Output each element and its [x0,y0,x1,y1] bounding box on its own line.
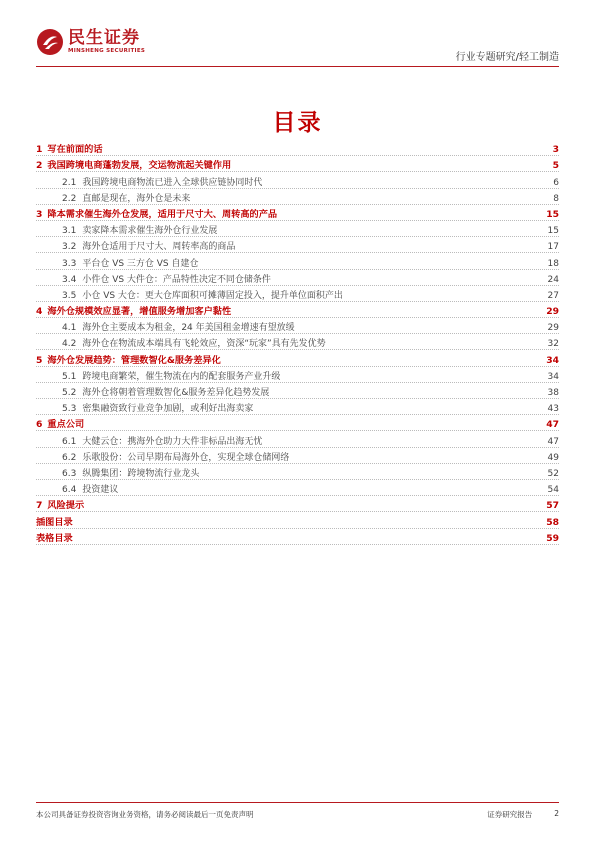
logo-chinese-name: 民生证券 [68,28,140,48]
toc-chapter-entry[interactable] [36,205,559,221]
report-category: 行业专题研究/轻工制造 [455,52,559,63]
toc-entry-page: 54 [547,485,559,496]
toc-entry-page: 49 [547,452,559,463]
toc-entry-label: 投资建议 [82,485,119,496]
toc-section-entry[interactable] [36,172,559,188]
toc-entry-label: 小件仓 VS 大件仓：产品特性决定不同仓储条件 [82,274,271,285]
toc-entry-label: 密集融资致行业竞争加剧，或利好出海卖家 [82,404,254,415]
toc-entry-label: 卖家降本需求催生海外仓行业发展 [82,226,218,237]
toc-section-entry[interactable] [36,318,559,334]
toc-entry-number: 4.2 [62,339,77,350]
toc-entry-label: 插图目录 [36,516,73,528]
toc-entry-number: 6.2 [62,452,77,463]
toc-entry-number: 3.1 [62,226,77,237]
toc-entry-page: 18 [547,258,559,269]
toc-entry-number: 4 [36,306,43,318]
toc-entry-label: 直邮是现在，海外仓是未来 [82,193,191,204]
toc-entry-number: 3.3 [62,258,77,269]
toc-entry-number: 2.2 [62,193,77,204]
toc-entry-page: 6 [553,177,559,188]
toc-entry-label: 我国跨境电商蓬勃发展，交运物流起关键作用 [47,160,232,172]
toc-entry-label: 我国跨境电商物流已进入全球供应链协同时代 [82,177,263,188]
toc-section-entry[interactable] [36,237,559,253]
toc-section-entry[interactable] [36,431,559,447]
toc-entry-label: 海外仓适用于尺寸大、周转率高的商品 [82,242,236,253]
toc-entry-page: 47 [547,436,559,447]
toc-chapter-entry[interactable] [36,350,559,366]
toc-entry-label: 重点公司 [47,419,85,431]
toc-entry-number: 6.4 [62,485,77,496]
toc-entry-label: 表格目录 [36,532,73,544]
toc-entry-label: 降本需求催生海外仓发展，适用于尺寸大、周转高的产品 [47,208,278,220]
toc-chapter-entry[interactable] [36,512,559,528]
toc-entry-page: 3 [552,144,559,156]
toc-entry-number: 5.2 [62,388,77,398]
toc-entry-label: 海外仓在物流成本端具有飞轮效应，资深“玩家”具有先发优势 [82,339,326,350]
toc-entry-page: 29 [546,306,559,318]
toc-entry-page: 59 [546,532,559,544]
page-header [36,28,559,68]
toc-section-entry[interactable] [36,221,559,237]
toc-entry-number: 6.3 [62,468,77,479]
toc-chapter-entry[interactable] [36,140,559,156]
table-of-contents [36,140,559,545]
toc-section-entry[interactable] [36,334,559,350]
toc-entry-page: 5 [552,160,559,172]
toc-entry-label: 小仓 VS 大仓：更大仓库面积可摊薄固定投入，提升单位面积产出 [82,290,343,301]
toc-entry-number: 2 [36,160,43,172]
toc-entry-label: 写在前面的话 [47,144,103,156]
toc-entry-number: 3.5 [62,290,77,301]
toc-entry-number: 4.1 [62,323,77,334]
toc-entry-page: 29 [547,323,559,334]
toc-chapter-entry[interactable] [36,529,559,545]
toc-entry-number: 6 [36,419,43,431]
toc-entry-number: 2.1 [62,177,77,188]
toc-entry-page: 8 [553,193,559,204]
toc-entry-page: 38 [547,388,559,398]
footer-disclaimer: 本公司具备证券投资咨询业务资格，请务必阅读最后一页免责声明 [36,810,254,819]
toc-entry-label: 跨境电商繁荣，催生物流在内的配套服务产业升级 [82,371,281,382]
toc-entry-number: 5.1 [62,371,77,382]
toc-entry-number: 3.2 [62,242,77,253]
toc-entry-number: 1 [36,144,43,156]
toc-section-entry[interactable] [36,464,559,480]
toc-chapter-entry[interactable] [36,302,559,318]
toc-entry-page: 27 [547,290,559,301]
toc-entry-label: 乐歌股份：公司早期布局海外仓，实现全球仓储网络 [82,452,290,463]
toc-entry-page: 15 [547,226,559,237]
footer-page-number: 2 [554,809,559,818]
toc-entry-page: 43 [547,404,559,415]
toc-entry-label: 风险提示 [47,500,85,512]
toc-entry-number: 3 [36,208,43,220]
toc-entry-page: 57 [546,500,559,512]
footer-meta [487,809,559,820]
toc-section-entry[interactable] [36,286,559,302]
toc-entry-label: 海外仓发展趋势：管理数智化&服务差异化 [47,354,221,366]
toc-entry-number: 5 [36,354,43,366]
toc-section-entry[interactable] [36,367,559,383]
minsheng-logo-icon [36,28,64,56]
toc-entry-page: 24 [547,274,559,285]
header-divider [36,66,559,67]
company-logo [36,28,145,56]
toc-entry-page: 58 [546,516,559,528]
toc-entry-label: 海外仓主要成本为租金，24 年美国租金增速有望放缓 [82,323,295,334]
toc-entry-label: 海外仓将朝着管理数智化&服务差异化趋势发展 [82,388,270,398]
toc-entry-number: 5.3 [62,404,77,415]
toc-section-entry[interactable] [36,480,559,496]
toc-entry-label: 大健云仓：携海外仓助力大件非标品出海无忧 [82,436,263,447]
toc-entry-page: 34 [547,371,559,382]
footer-divider [36,802,559,803]
toc-entry-number: 3.4 [62,274,77,285]
toc-entry-page: 32 [547,339,559,350]
toc-section-entry[interactable] [36,270,559,286]
toc-chapter-entry[interactable] [36,415,559,431]
toc-chapter-entry[interactable] [36,156,559,172]
toc-entry-page: 17 [547,242,559,253]
toc-entry-label: 海外仓规模效应显著，增值服务增加客户黏性 [47,306,232,318]
toc-entry-label: 纵腾集团：跨境物流行业龙头 [82,468,200,479]
toc-title: 目录 [272,110,323,136]
logo-english-name: MINSHENG SECURITIES [68,48,146,54]
toc-section-entry[interactable] [36,383,559,399]
toc-section-entry[interactable] [36,253,559,269]
toc-entry-page: 52 [547,468,559,479]
toc-section-entry[interactable] [36,189,559,205]
toc-entry-number: 7 [36,500,43,512]
toc-entry-page: 34 [546,354,559,366]
toc-section-entry[interactable] [36,448,559,464]
toc-entry-number: 6.1 [62,436,77,447]
toc-section-entry[interactable] [36,399,559,415]
toc-chapter-entry[interactable] [36,496,559,512]
toc-entry-label: 平台仓 VS 三方仓 VS 自建仓 [82,258,199,269]
toc-entry-page: 47 [546,419,559,431]
toc-entry-page: 15 [546,208,559,220]
footer-report-type: 证券研究报告 [487,810,533,819]
